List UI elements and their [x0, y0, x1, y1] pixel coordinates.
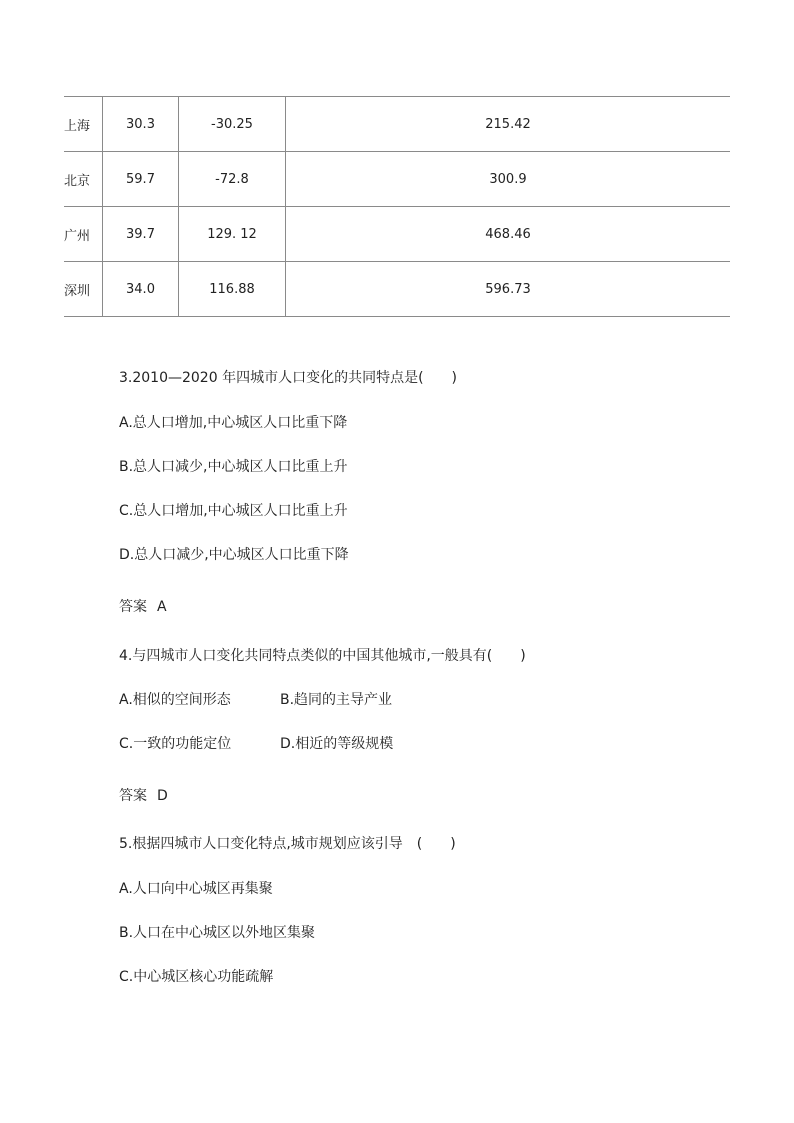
question-5-option-a: A.人口向中心城区再集聚 — [119, 881, 273, 897]
question-4-option-d: D.相近的等级规模 — [280, 736, 394, 752]
value-cell: -30.25 — [179, 97, 286, 152]
question-3-stem: 3.2010—2020 年四城市人口变化的共同特点是( ) — [119, 370, 457, 386]
question-4-answer — [119, 785, 168, 805]
city-cell: 北京 — [64, 152, 103, 207]
question-4-option-c: C.一致的功能定位 — [119, 736, 232, 752]
table-row — [64, 207, 730, 262]
question-3-answer — [119, 596, 167, 616]
question-4-stem: 4.与四城市人口变化共同特点类似的中国其他城市,一般具有( ) — [119, 648, 526, 664]
value-cell: 34.0 — [103, 262, 179, 317]
question-3-option-a: A.总人口增加,中心城区人口比重下降 — [119, 415, 348, 431]
value-cell: -72.8 — [179, 152, 286, 207]
answer-label: 答案 — [119, 788, 147, 804]
value-cell: 129. 12 — [179, 207, 286, 262]
city-cell: 广州 — [64, 207, 103, 262]
value-cell: 468.46 — [286, 207, 731, 262]
value-cell: 300.9 — [286, 152, 731, 207]
question-5-option-b: B.人口在中心城区以外地区集聚 — [119, 925, 316, 941]
question-3-option-c: C.总人口增加,中心城区人口比重上升 — [119, 503, 348, 519]
question-5-option-c: C.中心城区核心功能疏解 — [119, 969, 274, 985]
table-row — [64, 97, 730, 152]
answer-label: 答案 — [119, 599, 147, 615]
value-cell: 59.7 — [103, 152, 179, 207]
answer-value: A — [157, 599, 167, 615]
value-cell: 116.88 — [179, 262, 286, 317]
table-row — [64, 152, 730, 207]
city-cell: 上海 — [64, 97, 103, 152]
value-cell: 39.7 — [103, 207, 179, 262]
question-5-stem: 5.根据四城市人口变化特点,城市规划应该引导 ( ) — [119, 836, 456, 852]
question-4-option-b: B.趋同的主导产业 — [280, 692, 393, 708]
city-population-table — [64, 96, 730, 317]
value-cell: 596.73 — [286, 262, 731, 317]
question-4-option-a: A.相似的空间形态 — [119, 692, 231, 708]
table-row — [64, 262, 730, 317]
question-3-option-b: B.总人口减少,中心城区人口比重上升 — [119, 459, 348, 475]
value-cell: 215.42 — [286, 97, 731, 152]
value-cell: 30.3 — [103, 97, 179, 152]
answer-value: D — [157, 788, 168, 804]
question-3-option-d: D.总人口减少,中心城区人口比重下降 — [119, 547, 349, 563]
city-cell: 深圳 — [64, 262, 103, 317]
